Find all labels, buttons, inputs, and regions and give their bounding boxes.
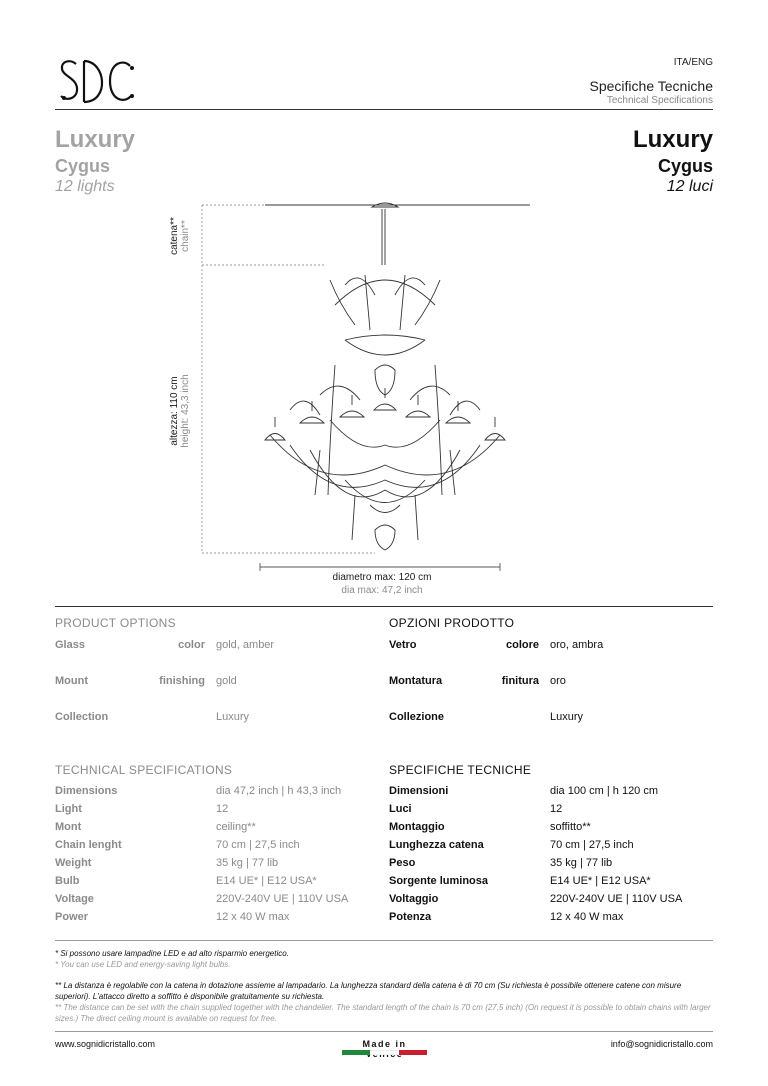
technical-specs-heading-it: SPECIFICHE TECNICHE — [389, 763, 532, 777]
spec-label: Weight — [55, 857, 92, 869]
product-options-heading-it: OPZIONI PRODOTTO — [389, 616, 515, 630]
option-label-en: Collection — [55, 711, 109, 723]
chain-dimension-label — [160, 215, 200, 255]
spec-value: 12 — [550, 803, 563, 815]
chain-label-en: chain** — [180, 220, 191, 252]
product-collection-it: Cygus — [657, 156, 713, 176]
spec-value: 220V-240V UE | 110V USA — [550, 893, 683, 905]
spec-label: Lunghezza catena — [389, 839, 484, 851]
website-link[interactable]: www.sognidicristallo.com — [55, 1039, 156, 1049]
product-options-heading-en: PRODUCT OPTIONS — [55, 616, 176, 630]
height-label-it: altezza: 110 cm — [169, 376, 180, 446]
header-divider — [55, 109, 713, 110]
diameter-label-it: diametro max: 120 cm — [332, 572, 432, 583]
footer-divider — [55, 1031, 713, 1032]
product-collection-en: Cygus — [55, 156, 111, 176]
spec-value: 35 kg | 77 lib — [550, 857, 613, 869]
spec-label: Voltage — [55, 893, 94, 905]
note-2-it: ** La distanza è regolabile con la catena in dotazione assieme al lampadario. La lunghezza standard della catena è di 70 cm (Su richiesta è possibile ottenere catene con misure superiori). L'attacco diretto a soffitto è disponibile gratuitamente su richiesta. — [55, 981, 682, 1001]
spec-value: E14 UE* | E12 USA* — [550, 875, 651, 887]
diameter-label-en: dia max: 47,2 inch — [341, 585, 423, 596]
spec-value: 70 cm | 27,5 inch — [216, 839, 300, 851]
spec-label: Light — [55, 803, 82, 815]
option-value-it: oro — [550, 675, 566, 687]
spec-label: Chain lenght — [55, 839, 122, 851]
option-value-it: Luxury — [550, 711, 584, 723]
option-mid-en: color — [178, 639, 205, 651]
product-name-it: Luxury — [632, 126, 713, 153]
spec-value: 12 x 40 W max — [550, 911, 624, 923]
italian-flag-stripe — [342, 1050, 427, 1055]
email-link[interactable]: info@sognidicristallo.com — [610, 1039, 713, 1049]
flag-red — [399, 1050, 427, 1055]
technical-specs-heading-en: TECHNICAL SPECIFICATIONS — [55, 763, 233, 777]
spec-value: 70 cm | 27,5 inch — [550, 839, 634, 851]
spec-label: Voltaggio — [389, 893, 439, 905]
spec-label: Luci — [389, 803, 412, 815]
note-2-en: ** The distance can be set with the chain supplied together with the chandelier. The standard length of the chain is 70 cm (27,5 inch) (On request it is possible to obtain chains with larger sizes.) The direct ceiling mount is available on request for free. — [55, 1003, 711, 1023]
option-mid-en: finishing — [159, 675, 205, 687]
spec-label: Potenza — [389, 911, 432, 923]
chandelier-line-drawing — [160, 195, 540, 600]
note-1-en: * You can use LED and energy-saving light bulbs. — [55, 960, 231, 969]
sdc-logo — [58, 56, 138, 108]
product-name-en: Luxury — [55, 126, 136, 153]
spec-value: ceiling** — [216, 821, 256, 833]
option-label-en: Mount — [55, 675, 88, 687]
document-title: Specifiche Tecniche — [589, 78, 713, 94]
height-dimension-label — [160, 374, 200, 448]
drawing-divider — [55, 606, 713, 607]
spec-value: dia 47,2 inch | h 43,3 inch — [216, 785, 342, 797]
flag-green — [342, 1050, 370, 1055]
chain-label-it: catena** — [169, 217, 180, 255]
spec-label: Montaggio — [389, 821, 445, 833]
option-label-en: Glass — [55, 639, 85, 651]
spec-value: dia 100 cm | h 120 cm — [550, 785, 659, 797]
option-value-en: gold — [216, 675, 237, 687]
note-1-it: * Si possono usare lampadine LED e ad alto risparmio energetico. — [55, 949, 289, 958]
spec-label: Dimensions — [55, 785, 118, 797]
option-mid-it: finitura — [501, 675, 539, 687]
spec-value: 12 — [216, 803, 229, 815]
spec-label: Dimensioni — [389, 785, 449, 797]
spec-label: Mont — [55, 821, 82, 833]
spec-label: Sorgente luminosa — [389, 875, 489, 887]
specs-divider — [55, 940, 713, 941]
made-in-venice: Made in — [362, 1039, 407, 1049]
spec-value: 35 kg | 77 lib — [216, 857, 279, 869]
option-value-en: Luxury — [216, 711, 250, 723]
spec-value: soffitto** — [550, 821, 591, 833]
product-lights-en: 12 lights — [55, 178, 115, 195]
option-label-it: Vetro — [389, 639, 417, 651]
option-mid-it: colore — [505, 639, 539, 651]
spec-value: 12 x 40 W max — [216, 911, 290, 923]
spec-value: 220V-240V UE | 110V USA — [216, 893, 349, 905]
option-value-en: gold, amber — [216, 639, 275, 651]
spec-label: Peso — [389, 857, 416, 869]
option-label-it: Collezione — [389, 711, 445, 723]
product-lights-it: 12 luci — [666, 178, 713, 195]
option-value-it: oro, ambra — [550, 639, 604, 651]
option-label-it: Montatura — [389, 675, 443, 687]
document-subtitle: Technical Specifications — [606, 95, 713, 106]
spec-label: Power — [55, 911, 89, 923]
height-label-en: height: 43,3 inch — [180, 374, 191, 448]
spec-label: Bulb — [55, 875, 80, 887]
language-indicator: ITA/ENG — [673, 57, 713, 68]
spec-value: E14 UE* | E12 USA* — [216, 875, 317, 887]
flag-white — [370, 1050, 398, 1055]
